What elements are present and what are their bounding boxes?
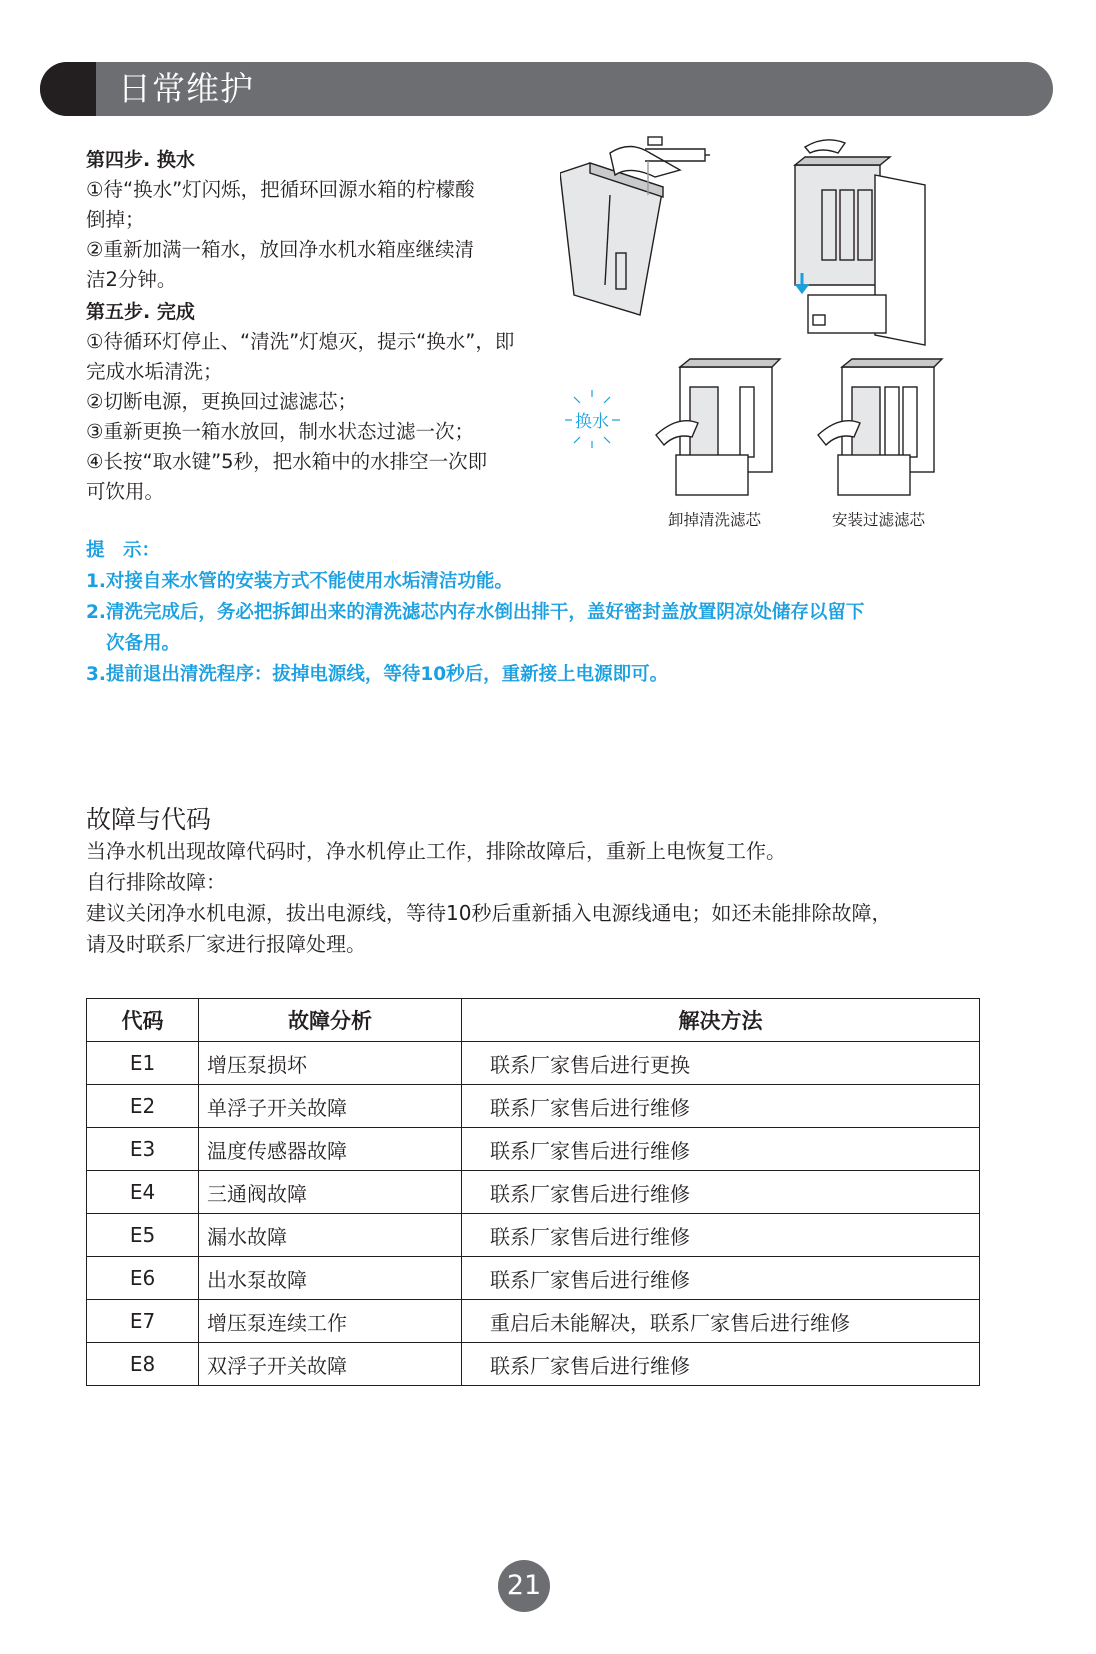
tips-label: 提 示： (86, 540, 161, 561)
table-row (87, 1257, 980, 1300)
tip-item: 3.提前退出清洗程序：拔掉电源线，等待10秒后，重新接上电源即可。 (86, 664, 669, 685)
fault-analysis: 出水泵故障 (199, 1257, 462, 1300)
caption-remove-filter: 卸掉清洗滤芯 (668, 511, 762, 529)
fault-solution: 联系厂家售后进行维修 (462, 1128, 980, 1171)
table-row (87, 1214, 980, 1257)
intro-line: 请及时联系厂家进行报障处理。 (86, 932, 366, 956)
fault-code: E4 (87, 1171, 199, 1214)
table-row (87, 1171, 980, 1214)
fault-code: E3 (87, 1128, 199, 1171)
fault-code: E1 (87, 1042, 199, 1085)
fault-analysis: 漏水故障 (199, 1214, 462, 1257)
tip-item: 1.对接自来水管的安装方式不能使用水垢清洁功能。 (86, 571, 513, 592)
fault-code-table (86, 998, 980, 1386)
fault-analysis: 三通阀故障 (199, 1171, 462, 1214)
fault-intro (86, 836, 891, 960)
tips-block (86, 535, 864, 690)
step5-block (86, 297, 514, 507)
maintenance-illustration (560, 135, 960, 510)
step4-block (86, 145, 475, 295)
fault-solution: 联系厂家售后进行维修 (462, 1214, 980, 1257)
fault-solution: 联系厂家售后进行维修 (462, 1171, 980, 1214)
header-analysis: 故障分析 (199, 999, 462, 1042)
fault-solution: 联系厂家售后进行维修 (462, 1343, 980, 1386)
fault-code: E7 (87, 1300, 199, 1343)
tip-item: 2.清洗完成后，务必把拆卸出来的清洗滤芯内存水倒出排干，盖好密封盖放置阴凉处储存以留下 (86, 602, 865, 623)
header-code: 代码 (87, 999, 199, 1042)
fault-solution: 联系厂家售后进行更换 (462, 1042, 980, 1085)
fault-code: E2 (87, 1085, 199, 1128)
fault-code: E6 (87, 1257, 199, 1300)
step4-line: ①待“换水”灯闪烁，把循环回源水箱的柠檬酸 (86, 178, 475, 201)
machine-with-tank-drawing (795, 140, 925, 345)
fault-analysis: 单浮子开关故障 (199, 1085, 462, 1128)
fault-code: E8 (87, 1343, 199, 1386)
step4-line: ②重新加满一箱水，放回净水机水箱座继续清 (86, 238, 474, 261)
table-row (87, 1300, 980, 1343)
tank-emptying-drawing (560, 137, 710, 315)
table-row (87, 1042, 980, 1085)
step5-line: 可饮用。 (86, 480, 165, 503)
table-row (87, 1128, 980, 1171)
step5-line: ④长按“取水键”5秒，把水箱中的水排空一次即 (86, 450, 488, 473)
page-title: 日常维护 (118, 69, 254, 108)
page-number: 21 (498, 1560, 550, 1612)
intro-line: 自行排除故障： (86, 870, 226, 894)
install-filter-drawing (818, 359, 942, 495)
fault-analysis: 双浮子开关故障 (199, 1343, 462, 1386)
fault-analysis: 增压泵损坏 (199, 1042, 462, 1085)
step5-heading: 第五步. 完成 (86, 301, 195, 323)
fault-analysis: 温度传感器故障 (199, 1128, 462, 1171)
tip-item: 次备用。 (106, 633, 181, 654)
table-row (87, 1343, 980, 1386)
caption-install-filter: 安装过滤滤芯 (832, 511, 926, 529)
intro-line: 建议关闭净水机电源，拔出电源线，等待10秒后重新插入电源线通电；如还未能排除故障， (86, 901, 892, 925)
step5-line: ②切断电源，更换回过滤滤芯； (86, 390, 357, 413)
remove-cleaning-filter-drawing (656, 359, 780, 495)
header-solution: 解决方法 (462, 999, 980, 1042)
table-row (87, 1085, 980, 1128)
step4-line: 倒掉； (86, 208, 145, 231)
indicator-label: 换水 (575, 412, 609, 432)
header-cap (40, 62, 96, 116)
section-title: 故障与代码 (86, 805, 212, 834)
step5-line: ③重新更换一箱水放回，制水状态过滤一次； (86, 420, 474, 443)
intro-line: 当净水机出现故障代码时，净水机停止工作，排除故障后，重新上电恢复工作。 (86, 839, 786, 863)
fault-solution: 联系厂家售后进行维修 (462, 1085, 980, 1128)
fault-analysis: 增压泵连续工作 (199, 1300, 462, 1343)
step5-line: 完成水垢清洗； (86, 360, 223, 383)
step4-heading: 第四步. 换水 (86, 149, 195, 171)
fault-solution: 联系厂家售后进行维修 (462, 1257, 980, 1300)
fault-solution: 重启后未能解决，联系厂家售后进行维修 (462, 1300, 980, 1343)
step5-line: ①待循环灯停止、“清洗”灯熄灭，提示“换水”，即 (86, 330, 515, 353)
fault-code: E5 (87, 1214, 199, 1257)
step4-line: 洁2分钟。 (86, 268, 177, 291)
table-header-row (87, 999, 980, 1042)
